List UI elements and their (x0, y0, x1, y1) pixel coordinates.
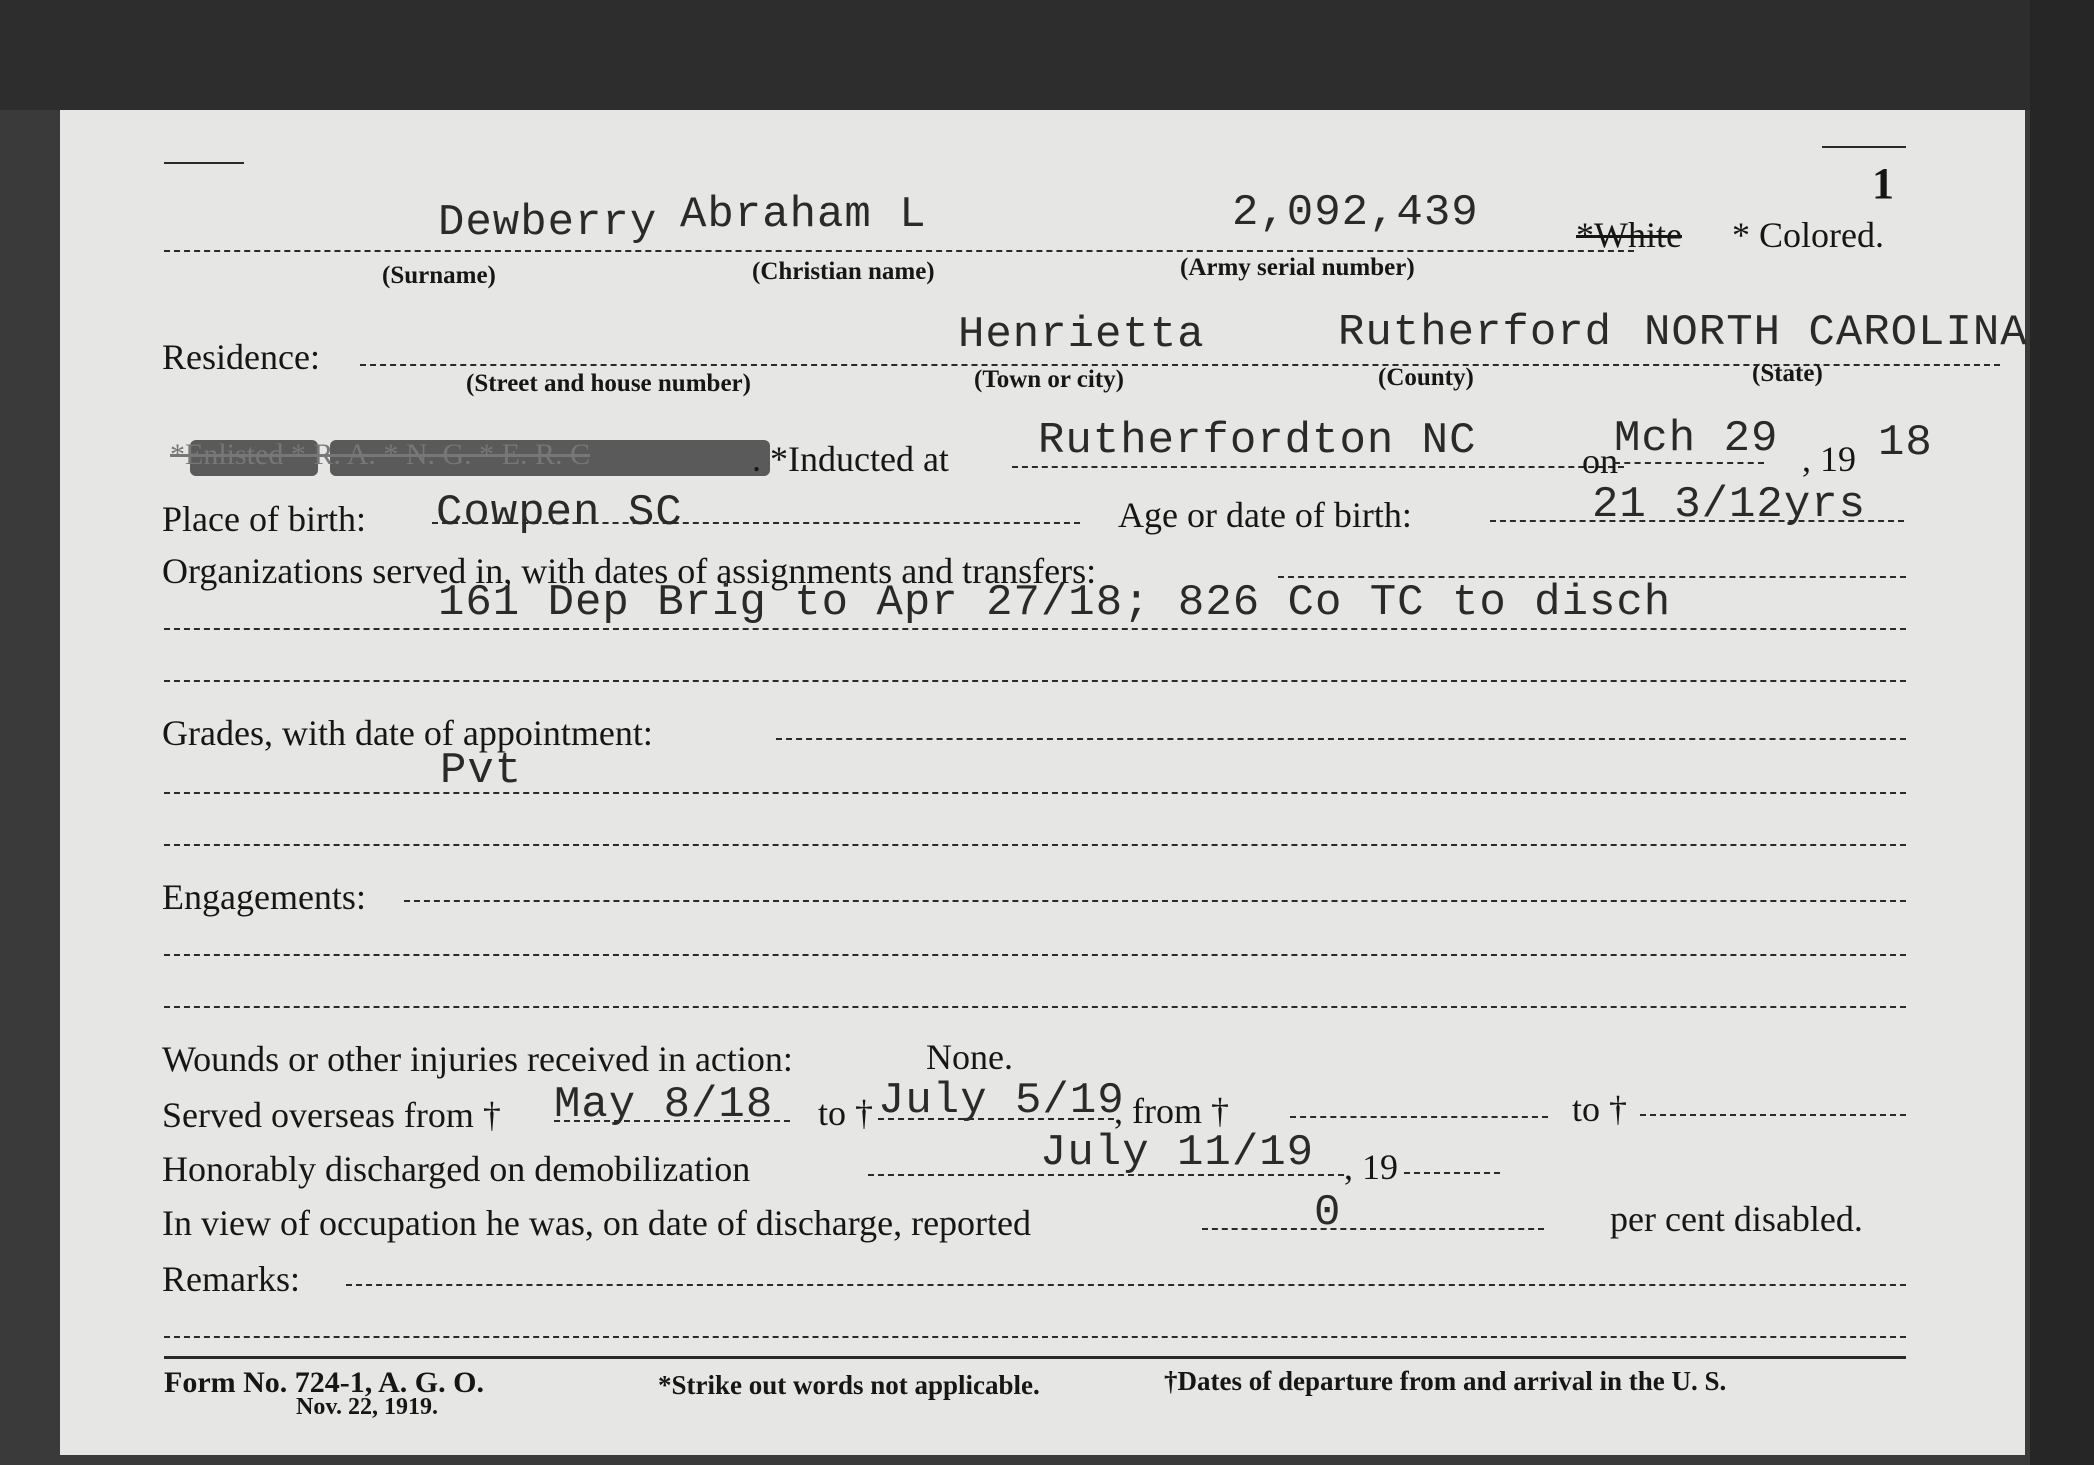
birthplace-value: Cowpen SC (436, 488, 683, 538)
year-suffix: 18 (1878, 418, 1933, 468)
grades-line-1 (776, 738, 1906, 740)
disabled-value: 0 (1314, 1188, 1342, 1238)
inducted-date-line (1614, 462, 1764, 464)
inducted-label: . *Inducted at (752, 439, 949, 479)
grades-line-3 (164, 844, 1906, 846)
disabled-line (1202, 1228, 1544, 1230)
christian-name-value: Abraham L (680, 190, 927, 240)
scan-background-right (2030, 0, 2094, 1465)
remarks-label: Remarks: (162, 1259, 300, 1299)
label-street: (Street and house number) (466, 370, 751, 397)
overseas-to-value: July 5/19 (878, 1076, 1125, 1126)
remarks-line-2 (164, 1336, 1906, 1338)
discharge-year-line (1404, 1172, 1500, 1174)
discharge-date-value: July 11/19 (1040, 1128, 1315, 1178)
birthplace-label: Place of birth: (162, 499, 366, 539)
age-label: Age or date of birth: (1118, 495, 1412, 535)
discharge-year: , 19 (1344, 1147, 1398, 1187)
form-number: Form No. 724-1, A. G. O. (164, 1366, 484, 1399)
overseas-from-value: May 8/18 (554, 1080, 774, 1130)
note-dates: †Dates of departure from and arrival in the U. S. (1164, 1366, 1727, 1396)
wounds-label: Wounds or other injuries received in action: (162, 1039, 793, 1079)
label-serial-number: (Army serial number) (1180, 254, 1415, 281)
disabled-label: In view of occupation he was, on date of discharge, reported (162, 1203, 1032, 1243)
engagements-line-1 (404, 900, 1906, 902)
enlisted-struck: *Enlisted * R. A. * N. G. * E. R. C (170, 438, 591, 471)
inducted-date-value: Mch 29 (1614, 414, 1779, 464)
inducted-at-value: Rutherfordton NC (1038, 416, 1477, 466)
overseas-to2-label: to † (1572, 1089, 1628, 1129)
label-christian-name: (Christian name) (752, 258, 935, 285)
form-date: Nov. 22, 1919. (296, 1394, 439, 1420)
engagements-line-2 (164, 954, 1906, 956)
note-strike-out: *Strike out words not applicable. (658, 1370, 1040, 1400)
state-value: NORTH CAROLINA (1644, 308, 2028, 358)
footer-rule (164, 1356, 1906, 1359)
overseas-to2-line (1640, 1114, 1906, 1116)
surname-value: Dewberry (438, 198, 658, 248)
disabled-suffix: per cent disabled. (1610, 1199, 1863, 1239)
county-value: Rutherford (1338, 308, 1613, 358)
organizations-line-3 (164, 680, 1906, 682)
top-left-rule (164, 162, 244, 164)
race-colored: * Colored. (1732, 215, 1884, 255)
overseas-label: Served overseas from † (162, 1095, 501, 1135)
organizations-line-2 (164, 628, 1906, 630)
race-white-struck: *White (1576, 215, 1682, 255)
scan-background-top (0, 0, 2094, 110)
age-value: 21 3/12yrs (1592, 480, 1867, 530)
serial-number-value: 2,092,439 (1232, 188, 1479, 238)
engagements-label: Engagements: (162, 877, 366, 917)
inducted-line (1012, 466, 1624, 468)
organizations-value: 161 Dep Brig to Apr 27/18; 826 Co TC to disch (438, 578, 1672, 628)
top-right-rule (1822, 146, 1906, 148)
grade-value: Pvt (440, 746, 523, 796)
grades-label: Grades, with date of appointment: (162, 713, 653, 753)
label-surname: (Surname) (382, 262, 496, 289)
engagements-line-3 (164, 1006, 1906, 1008)
residence-label: Residence: (162, 337, 320, 377)
label-state: (State) (1752, 360, 1823, 387)
service-record-card (60, 110, 2028, 1455)
page-number: 1 (1872, 159, 1894, 208)
overseas-from2-line (1290, 1116, 1548, 1118)
overseas-from2-label: , from † (1114, 1091, 1229, 1131)
organizations-label: Organizations served in, with dates of assignments and transfers: (162, 551, 1097, 591)
label-town: (Town or city) (974, 366, 1124, 393)
overseas-to-label: to † (818, 1093, 874, 1133)
on-label: on (1582, 441, 1618, 481)
town-value: Henrietta (958, 310, 1205, 360)
discharge-label: Honorably discharged on demobilization (162, 1149, 751, 1189)
year-prefix: , 19 (1802, 439, 1856, 479)
wounds-value: None. (926, 1037, 1013, 1077)
grades-line-2 (164, 792, 1906, 794)
name-line (164, 250, 1634, 252)
remarks-line-1 (346, 1284, 1906, 1286)
label-county: (County) (1378, 364, 1474, 391)
